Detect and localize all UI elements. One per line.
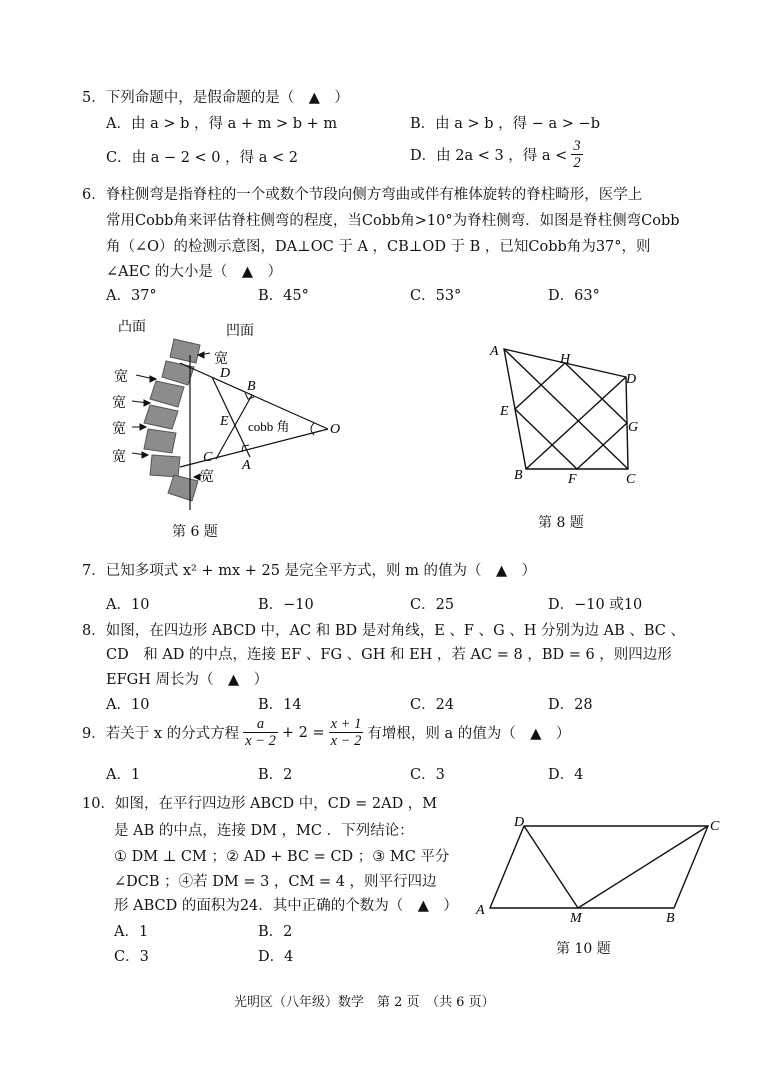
point-F: F bbox=[568, 472, 577, 487]
label-concave: 凹面 bbox=[226, 324, 254, 339]
fraction-numerator: 3 bbox=[573, 138, 581, 154]
point-D: D bbox=[220, 366, 231, 381]
label-wide-4: 宽 bbox=[112, 450, 126, 465]
q6-option-a: A．37° bbox=[106, 288, 157, 304]
point-A: A bbox=[242, 458, 251, 473]
diagonal-BD bbox=[526, 377, 626, 469]
figure-10-parallelogram bbox=[470, 810, 730, 925]
q8-line-2: CD 和 AD 的中点，连接 EF 、FG 、GH 和 EH ，若 AC = 8 ，BD = 6 ，则四边形 bbox=[106, 647, 672, 663]
q6-option-c: C．53° bbox=[410, 288, 462, 304]
q8-option-a: A．10 bbox=[106, 697, 150, 713]
q10-option-b: B．2 bbox=[258, 924, 293, 940]
page-footer: 光明区（八年级）数学 第 2 页 （共 6 页） bbox=[234, 995, 495, 1010]
vertebra-3 bbox=[150, 381, 184, 407]
q10-line-5: 形 ABCD 的面积为24．其中正确的个数为（ ▲ ） bbox=[114, 898, 458, 914]
fraction-denominator: 2 bbox=[573, 155, 581, 171]
q9-option-b: B．2 bbox=[258, 767, 293, 783]
label-convex: 凸面 bbox=[118, 320, 146, 335]
q7-option-a: A．10 bbox=[106, 597, 150, 613]
label-cobb-angle: cobb 角 bbox=[248, 419, 290, 434]
q5-option-b: B．由 a > b ，得 − a > −b bbox=[410, 116, 600, 132]
quadrilateral-lines bbox=[504, 349, 628, 469]
point-C: C bbox=[203, 450, 213, 465]
figure-8-caption: 第 8 题 bbox=[538, 515, 584, 531]
point-C: C bbox=[710, 819, 720, 834]
q10-line-3: ① DM ⊥ CM ；② AD + BC = CD ；③ MC 平分 bbox=[114, 849, 450, 865]
q9-stem-mid: + 2 = bbox=[281, 724, 325, 741]
q6-line-4: ∠AEC 的大小是（ ▲ ） bbox=[106, 264, 283, 280]
point-C: C bbox=[626, 472, 636, 487]
q10-option-c: C．3 bbox=[114, 949, 149, 965]
fraction-denominator: x − 2 bbox=[245, 733, 276, 749]
q9-fraction-2 bbox=[329, 716, 364, 749]
label-wide-bottom: 宽 bbox=[200, 470, 214, 485]
q10-line-2: 是 AB 的中点，连接 DM ，MC ．下列结论： bbox=[114, 823, 414, 839]
q5-option-d-fraction bbox=[571, 138, 582, 171]
q7-option-b: B．−10 bbox=[258, 597, 314, 613]
point-A: A bbox=[490, 344, 499, 359]
label-wide-1: 宽 bbox=[114, 370, 128, 385]
q6-line-1: 6．脊柱侧弯是指脊柱的一个或数个节段向侧方弯曲或伴有椎体旋转的脊柱畸形，医学上 bbox=[82, 187, 643, 203]
point-B: B bbox=[666, 911, 675, 925]
point-M: M bbox=[570, 911, 582, 925]
vertebrae bbox=[144, 339, 200, 501]
q7-option-c: C．25 bbox=[410, 597, 455, 613]
point-D: D bbox=[514, 815, 525, 830]
q6-line-2: 常用Cobb角来评估脊柱侧弯的程度，当Cobb角>10°为脊柱侧弯．如图是脊柱侧弯Cobb bbox=[106, 213, 680, 229]
q5-option-a: A．由 a > b ，得 a + m > b + m bbox=[106, 116, 338, 132]
vertebra-1 bbox=[170, 339, 200, 363]
segment-DM bbox=[524, 826, 578, 908]
q10-line-1: 10．如图，在平行四边形 ABCD 中，CD = 2AD ，M bbox=[82, 796, 438, 812]
point-E: E bbox=[220, 414, 229, 429]
parallelogram-ABCD bbox=[490, 826, 708, 908]
label-wide-3: 宽 bbox=[112, 422, 126, 437]
point-B: B bbox=[247, 379, 256, 394]
figure-6-spine-diagram bbox=[100, 315, 360, 530]
line-DA bbox=[212, 377, 250, 457]
q5-option-c: C．由 a − 2 < 0 ，得 a < 2 bbox=[106, 150, 298, 166]
point-G: G bbox=[628, 420, 639, 435]
q10-option-d: D．4 bbox=[258, 949, 294, 965]
point-B: B bbox=[514, 468, 523, 483]
figure-6-caption: 第 6 题 bbox=[172, 524, 218, 540]
vertebra-4 bbox=[144, 405, 178, 429]
point-O: O bbox=[330, 422, 341, 437]
label-wide-top: 宽 bbox=[214, 352, 228, 367]
q9-option-c: C．3 bbox=[410, 767, 445, 783]
q7-stem: 7．已知多项式 x² + mx + 25 是完全平方式，则 m 的值为（ ▲ ） bbox=[82, 563, 537, 579]
q6-line-3: 角（∠O）的检测示意图，DA⊥OC 于 A ，CB⊥OD 于 B ，已知Cobb角为37°，则 bbox=[106, 239, 651, 255]
point-D: D bbox=[626, 372, 637, 387]
figure-10-caption: 第 10 题 bbox=[556, 941, 611, 957]
q10-option-a: A．1 bbox=[114, 924, 149, 940]
q8-option-b: B．14 bbox=[258, 697, 302, 713]
fraction-numerator: x + 1 bbox=[330, 716, 362, 732]
vertebra-2 bbox=[162, 361, 194, 385]
q9-option-a: A．1 bbox=[106, 767, 141, 783]
q5-option-d bbox=[410, 138, 583, 171]
q8-option-d: D．28 bbox=[548, 697, 593, 713]
q9-option-d: D．4 bbox=[548, 767, 584, 783]
q5-option-d-text: D．由 2a < 3 ，得 a < bbox=[410, 148, 568, 164]
q8-line-3: EFGH 周长为（ ▲ ） bbox=[106, 672, 269, 688]
q9-stem-pre: 9．若关于 x 的分式方程 bbox=[82, 726, 240, 742]
q9-fraction-1 bbox=[243, 716, 278, 749]
fraction-numerator: a bbox=[243, 716, 278, 733]
fraction-denominator: x − 2 bbox=[330, 733, 362, 749]
q6-option-d: D．63° bbox=[548, 288, 600, 304]
point-E: E bbox=[500, 404, 509, 419]
vertebra-6 bbox=[150, 455, 180, 477]
q9-stem bbox=[82, 716, 570, 749]
vertebra-5 bbox=[144, 429, 176, 453]
point-H: H bbox=[560, 352, 571, 367]
q8-option-c: C．24 bbox=[410, 697, 455, 713]
segment-MC bbox=[578, 826, 708, 908]
q9-stem-post: 有增根，则 a 的值为（ ▲ ） bbox=[367, 726, 571, 742]
q6-option-b: B．45° bbox=[258, 288, 309, 304]
q10-line-4: ∠DCB ；④若 DM = 3 ，CM = 4 ，则平行四边 bbox=[114, 874, 437, 890]
parallelogram-lines bbox=[490, 826, 708, 908]
q8-line-1: 8．如图，在四边形 ABCD 中，AC 和 BD 是对角线，E 、F 、G 、H 分别为边 AB 、BC 、 bbox=[82, 623, 686, 639]
q7-option-d: D．−10 或10 bbox=[548, 597, 643, 613]
point-A: A bbox=[476, 903, 485, 918]
label-wide-2: 宽 bbox=[112, 396, 126, 411]
vertebra-7 bbox=[168, 475, 198, 501]
quad-EFGH bbox=[515, 363, 627, 469]
figure-8-quadrilateral bbox=[480, 335, 660, 490]
q5-stem: 5．下列命题中，是假命题的是（ ▲ ） bbox=[82, 90, 349, 106]
